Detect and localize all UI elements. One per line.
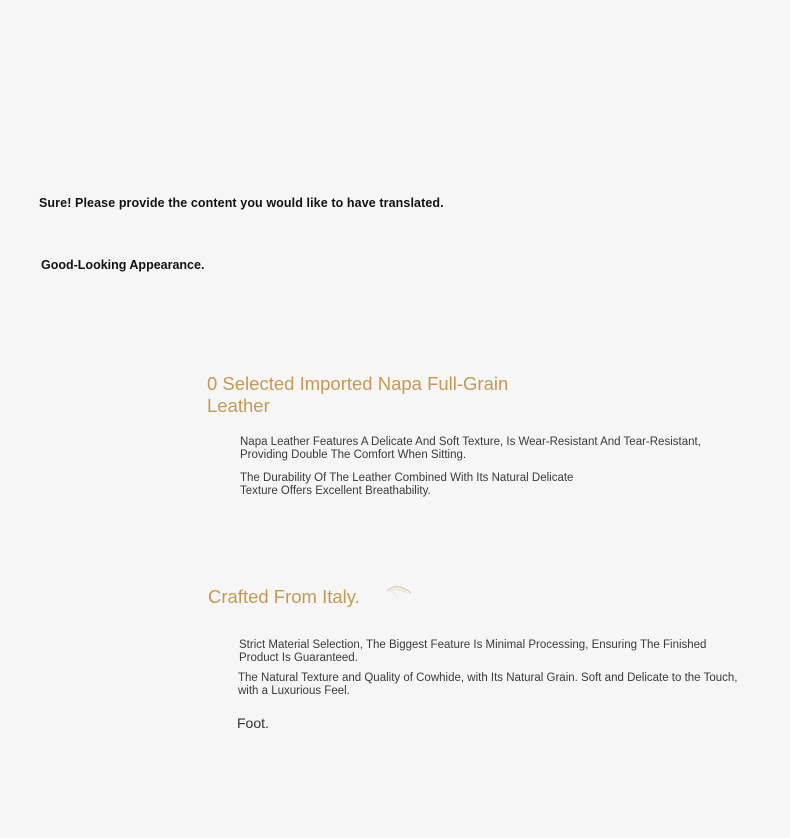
- intro-text: Sure! Please provide the content you would like to have translated.: [39, 196, 444, 210]
- section2-paragraph1: Strict Material Selection, The Biggest Feature Is Minimal Processing, Ensuring The Finished Product Is Guaranteed.: [239, 639, 707, 664]
- section1-title: 0 Selected Imported Napa Full-Grain Leather: [207, 373, 509, 416]
- section1-paragraph1: Napa Leather Features A Delicate And Soft Texture, Is Wear-Resistant And Tear-Resistant, Providing Double The Comfort When Sitting.: [240, 436, 701, 461]
- section2-title: Crafted From Italy.: [208, 586, 360, 607]
- section-subheading: Good-Looking Appearance.: [41, 258, 205, 272]
- section2-paragraph2: The Natural Texture and Quality of Cowhide, with Its Natural Grain. Soft and Delicate to the Touch, with a Luxurious Feel.: [238, 672, 738, 697]
- feather-icon: [385, 583, 415, 601]
- section1-paragraph2: The Durability Of The Leather Combined With Its Natural Delicate Texture Offers Excellent Breathability.: [240, 472, 574, 497]
- footer-label: Foot.: [237, 715, 269, 731]
